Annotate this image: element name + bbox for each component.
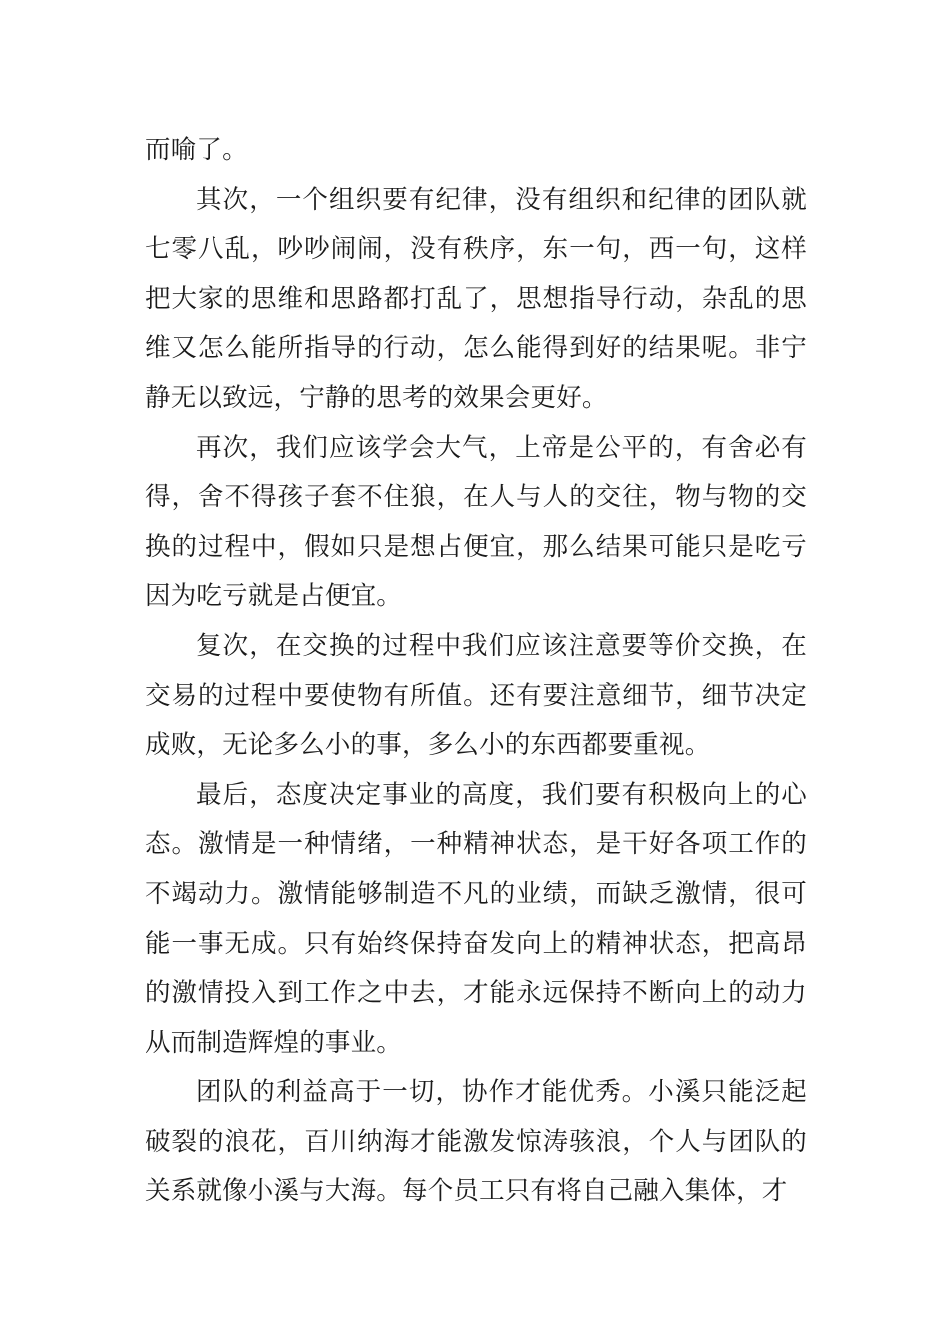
- paragraph-discipline: 其次，一个组织要有纪律，没有组织和纪律的团队就七零八乱，吵吵闹闹，没有秩序，东一句，西一句，这样把大家的思维和思路都打乱了，思想指导行动，杂乱的思维又怎么能所指导的行动，怎么能得到好的结果呢。非宁静无以致远，宁静的思考的效果会更好。: [145, 184, 807, 413]
- paragraph-generosity: 再次，我们应该学会大气，上帝是公平的，有舍必有得，舍不得孩子套不住狼，在人与人的交往，物与物的交换的过程中，假如只是想占便宜，那么结果可能只是吃亏因为吃亏就是占便宜。: [145, 432, 807, 612]
- body-text: [145, 126, 807, 1217]
- paragraph-attitude: 最后，态度决定事业的高度，我们要有积极向上的心态。激情是一种情绪，一种精神状态，是干好各项工作的不竭动力。激情能够制造不凡的业绩，而缺乏激情，很可能一事无成。只有始终保持奋发向上的精神状态，把高昂的激情投入到工作之中去，才能永远保持不断向上的动力从而制造辉煌的事业。: [145, 779, 807, 1058]
- paragraph-continuation: 而喻了。: [145, 135, 248, 165]
- paragraph-teamwork: 团队的利益高于一切，协作才能优秀。小溪只能泛起破裂的浪花，百川纳海才能激发惊涛骇浪，个人与团队的关系就像小溪与大海。每个员工只有将自己融入集体，才: [145, 1077, 807, 1207]
- paragraph-fair-exchange: 复次，在交换的过程中我们应该注意要等价交换，在交易的过程中要使物有所值。还有要注意细节，细节决定成败，无论多么小的事，多么小的东西都要重视。: [145, 630, 807, 761]
